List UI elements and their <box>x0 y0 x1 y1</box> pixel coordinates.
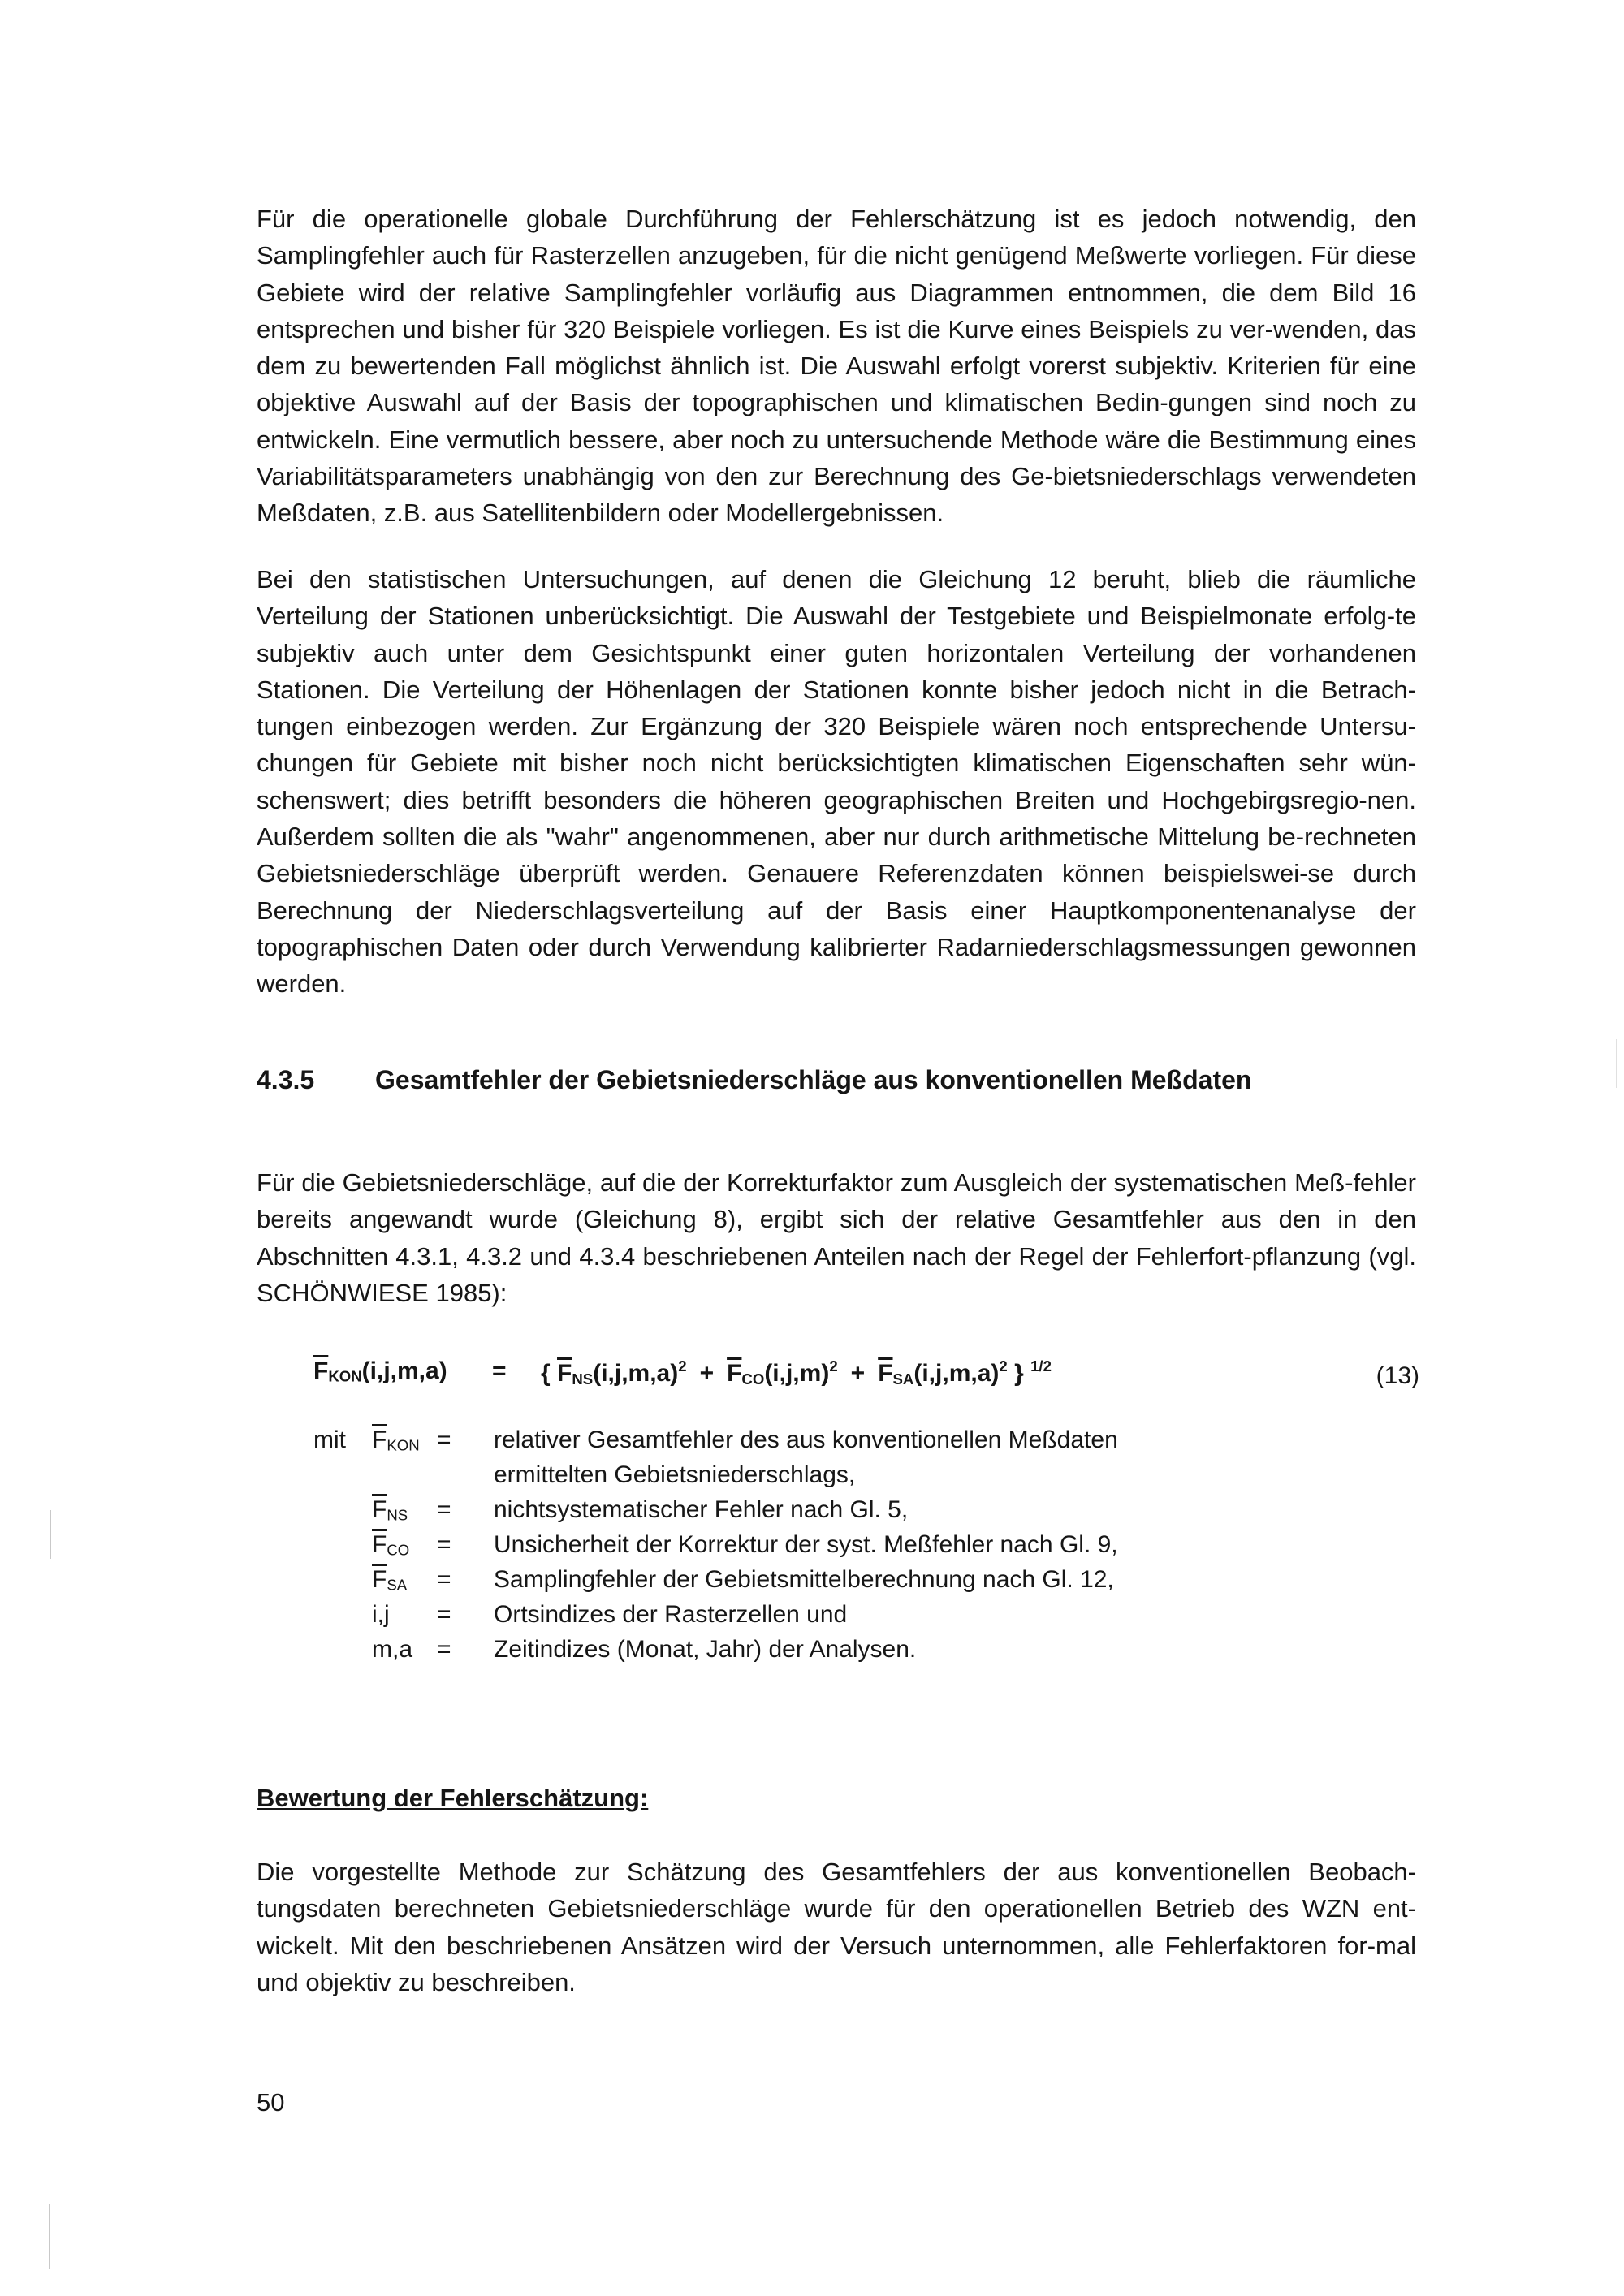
definition-row <box>313 1562 1369 1597</box>
definition-row <box>313 1632 1369 1667</box>
definition-equals: = <box>437 1636 451 1663</box>
paragraph-total-error-intro: Für die Gebietsniederschläge, auf die der Korrekturfaktor zum Ausgleich der systematischen Meß-fehler bereits angewandt wurde (Gleichung 8), ergibt sich der relative Gesamtfehler aus den in den Abschnitten 4.3.1, 4.3.2 und 4.3.4 beschriebenen Anteilen nach der Regel der Fehlerfort-pflanzung (vgl. SCHÖNWIESE 1985): <box>257 1168 1416 1307</box>
definition-equals: = <box>437 1531 451 1558</box>
definition-text: Zeitindizes (Monat, Jahr) der Analysen. <box>494 1636 917 1663</box>
definition-equals: = <box>437 1426 451 1453</box>
definition-symbol: $\overline{F}_{KON}$ <box>372 1426 420 1454</box>
scan-edge-mark <box>50 1510 51 1559</box>
definition-row <box>313 1492 1369 1527</box>
definition-text: Samplingfehler der Gebietsmittelberechnung nach Gl. 12, <box>494 1566 1114 1593</box>
definition-text: Ortsindizes der Rasterzellen und <box>494 1601 848 1628</box>
definition-equals: = <box>437 1566 451 1593</box>
paragraph-method-summary: Die vorgestellte Methode zur Schätzung des Gesamtfehlers der aus konventionellen Beobach-tungsdaten berechneten Gebietsniederschläge wurde für den operationellen Betrieb des WZN ent-wickelt. Mit den beschriebenen Ansätzen wird der Versuch unternommen, alle Fehlerfaktoren for-mal und objektiv zu beschreiben. <box>257 1858 1416 1996</box>
scan-edge-mark <box>1616 1039 1617 1088</box>
equation-number: (13) <box>1376 1362 1419 1389</box>
definition-row-continuation <box>313 1457 1369 1492</box>
definition-row <box>313 1527 1369 1562</box>
scan-edge-mark <box>49 2204 50 2269</box>
definition-symbol: i,j <box>372 1601 390 1628</box>
definition-text: Unsicherheit der Korrektur der syst. Meßfehler nach Gl. 9, <box>494 1531 1118 1558</box>
definition-equals: = <box>437 1601 451 1628</box>
symbol-definitions <box>313 1422 1369 1667</box>
definition-symbol: m,a <box>372 1636 413 1663</box>
paragraph-statistical-studies: Bei den statistischen Untersuchungen, auf denen die Gleichung 12 beruht, blieb die räumliche Verteilung der Stationen unberücksichtigt. Die Auswahl der Testgebiete und Beispielmonate erfolg-te subjektiv auch unter dem Gesichtspunkt einer guten horizontalen Verteilung der vorhandenen Stationen. Die Verteilung der Höhenlagen der Stationen konnte bisher jedoch nicht in die Betrach-tungen einbezogen werden. Zur Ergänzung der 320 Beispiele wären noch entsprechende Untersu-chungen für Gebiete mit bisher noch nicht berücksichtigten klimatischen Eigenschaften sehr wün-schenswert; dies betrifft besonders die höheren geographischen Breiten und Hochgebirgsregio-nen. Außerdem sollten die als "wahr" angenommenen, aber nur durch arithmetische Mittelung be-rechneten Gebietsniederschläge überprüft werden. Genauere Referenzdaten können beispielswei-se durch Berechnung der Niederschlagsverteilung auf der Basis einer Hauptkomponentenanalyse der topographischen Daten oder durch Verwendung kalibrierter Radarniederschlagsmessungen gewonnen werden. <box>257 565 1416 999</box>
definition-row <box>313 1422 1369 1457</box>
section-number: 4.3.5 <box>257 1065 315 1094</box>
definition-text: ermittelten Gebietsniederschlags, <box>494 1461 856 1488</box>
mit-label: mit <box>313 1426 346 1453</box>
equation-lhs: $\overline{F}_{KON}(i,j,m,a)$ <box>313 1357 447 1385</box>
definition-text: relativer Gesamtfehler des aus konventionellen Meßdaten <box>494 1426 1118 1453</box>
equation-13 <box>313 1357 1419 1395</box>
equation-equals: = <box>492 1357 507 1384</box>
equation-rhs: { $\overline{F}_{NS}(i,j,m,a)^2 + \overline{F}_{CO}(i,j,m)^2 + \overline{F}_{SA}(i,j,m,a)^2$ } $^{1/2}$ <box>541 1357 1052 1388</box>
section-heading <box>257 1065 1251 1095</box>
definition-equals: = <box>437 1496 451 1523</box>
definition-text: nichtsystematischer Fehler nach Gl. 5, <box>494 1496 909 1523</box>
definition-symbol: $\overline{F}_{CO}$ <box>372 1531 410 1559</box>
definition-symbol: $\overline{F}_{NS}$ <box>372 1496 408 1524</box>
definition-symbol: $\overline{F}_{SA}$ <box>372 1566 408 1594</box>
paragraph-sampling-error: Für die operationelle globale Durchführung der Fehlerschätzung ist es jedoch notwendig, den Samplingfehler auch für Rasterzellen anzugeben, für die nicht genügend Meßwerte vorliegen. Für diese Gebiete wird der relative Samplingfehler vorläufig aus Diagrammen entnommen, die dem Bild 16 entsprechen und bisher für 320 Beispiele vorliegen. Es ist die Kurve eines Beispiels zu ver-wenden, das dem zu bewertenden Fall möglichst ähnlich ist. Die Auswahl erfolgt vorerst subjektiv. Kriterien für eine objektive Auswahl auf der Basis der topographischen und klimatischen Bedin-gungen sind noch zu entwickeln. Eine vermutlich bessere, aber noch zu untersuchende Methode wäre die Bestimmung eines Variabilitätsparameters unabhängig von den zur Berechnung des Ge-bietsniederschlags verwendeten Meßdaten, z.B. aus Satellitenbildern oder Modellergebnissen. <box>257 205 1416 528</box>
page-number: 50 <box>257 2088 285 2117</box>
subheading-bewertung: Bewertung der Fehlerschätzung: <box>257 1784 649 1812</box>
section-title: Gesamtfehler der Gebietsniederschläge aus konventionellen Meßdaten <box>375 1065 1252 1094</box>
definition-row <box>313 1597 1369 1632</box>
